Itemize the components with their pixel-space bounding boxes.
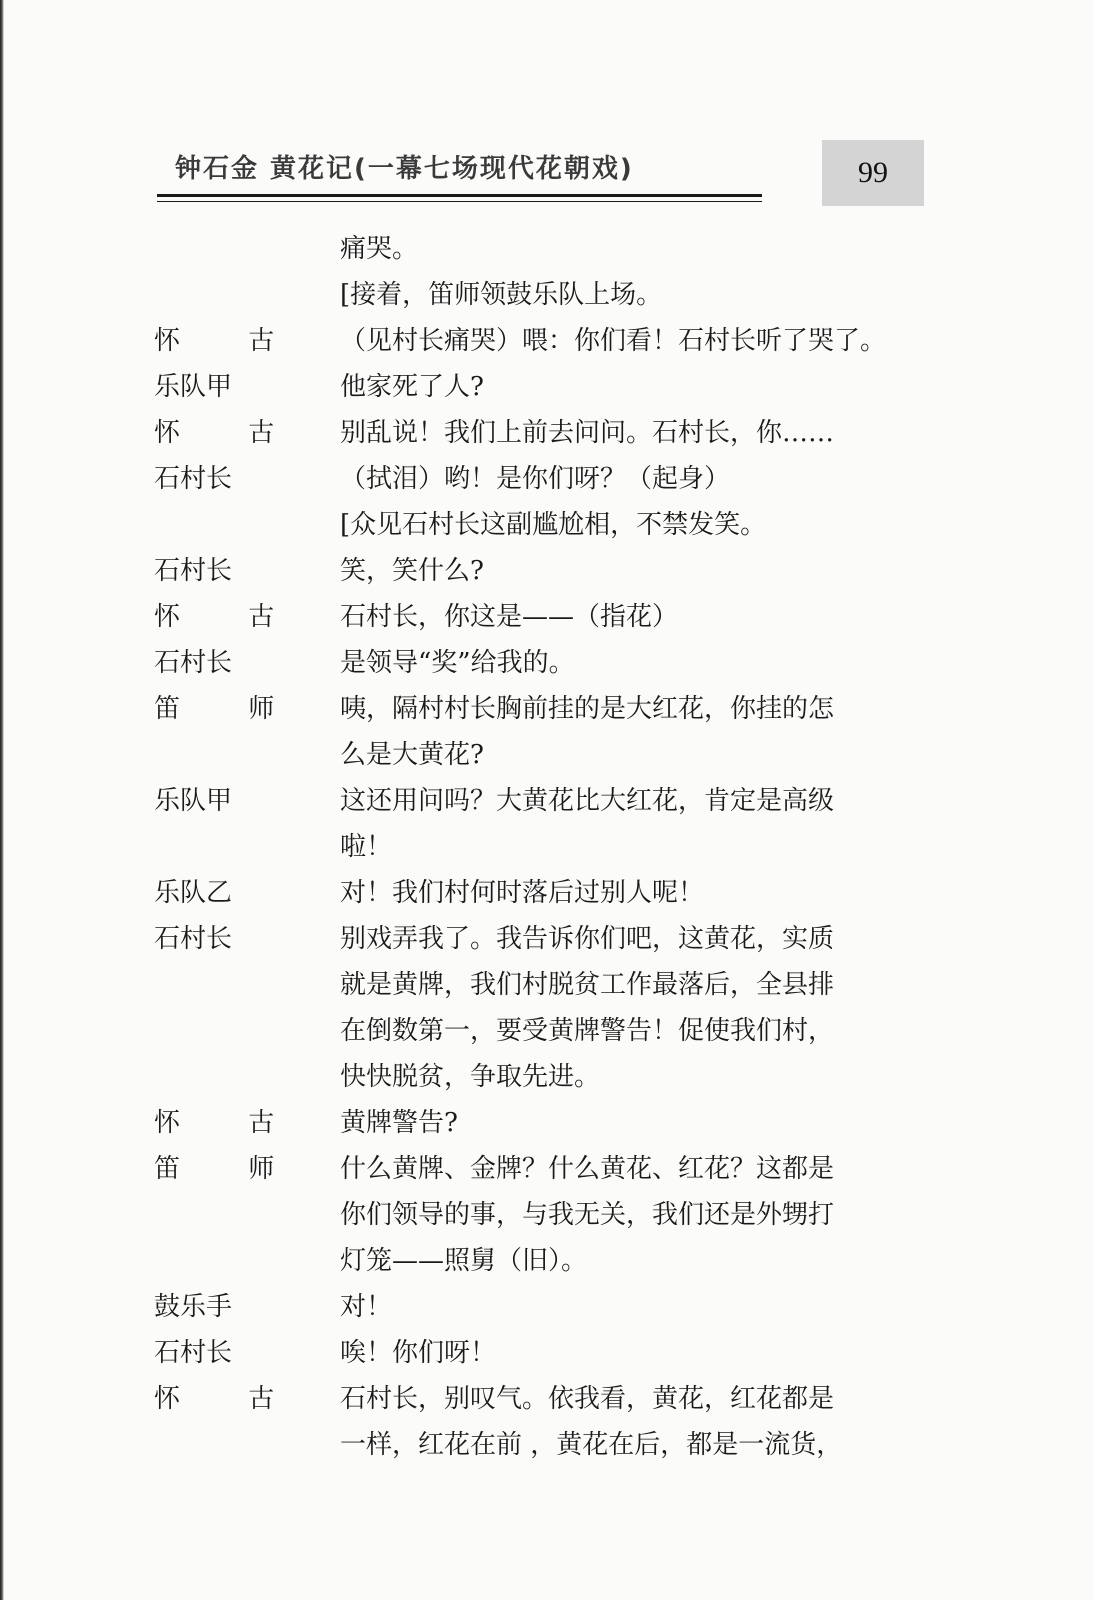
- script-line: [150, 548, 920, 594]
- script-line: [150, 272, 920, 318]
- script-line: [150, 1422, 920, 1468]
- speaker-name: 乐队乙: [154, 878, 233, 908]
- page-number: 99: [858, 156, 888, 189]
- speaker-name: 石村长: [154, 556, 233, 586]
- dialogue-text: 你们领导的事，与我无关，我们还是外甥打: [340, 1200, 835, 1230]
- script-line: [150, 962, 920, 1008]
- script-line: [150, 226, 920, 272]
- dialogue-text: （见村长痛哭）喂：你们看！石村长听了哭了。: [340, 326, 887, 356]
- speaker-name: 笛 师: [154, 1154, 305, 1184]
- dialogue-text: 快快脱贫，争取先进。: [340, 1062, 601, 1092]
- speaker-name: 石村长: [154, 464, 233, 494]
- dialogue-text: 石村长，你这是——（指花）: [340, 602, 679, 632]
- speaker-name: 石村长: [154, 924, 233, 954]
- running-title: 钟石金 黄花记(一幕七场现代花朝戏): [175, 154, 634, 184]
- script-line: [150, 456, 920, 502]
- book-spine-edge: [0, 0, 4, 1600]
- speaker-name: 鼓乐手: [154, 1292, 233, 1322]
- header-rule-thin: [157, 201, 762, 202]
- script-line: [150, 1054, 920, 1100]
- script-line: [150, 1008, 920, 1054]
- dialogue-text: 对！我们村何时落后过别人呢！: [340, 878, 705, 908]
- dialogue-text: 他家死了人?: [340, 372, 484, 402]
- speaker-name: 乐队甲: [154, 786, 233, 816]
- page-number-box: [822, 140, 924, 206]
- dialogue-text: [众见石村长这副尴尬相，不禁发笑。: [340, 510, 767, 540]
- speaker-name: 石村长: [154, 648, 233, 678]
- script-line: [150, 1146, 920, 1192]
- speaker-name: 怀 古: [154, 418, 305, 448]
- dialogue-text: 痛哭。: [340, 234, 419, 264]
- script-line: [150, 1238, 920, 1284]
- dialogue-text: 在倒数第一，要受黄牌警告！促使我们村，: [340, 1016, 835, 1046]
- dialogue-text: 笑，笑什么?: [340, 556, 484, 586]
- dialogue-text: 这还用问吗？大黄花比大红花，肯定是高级: [340, 786, 835, 816]
- speaker-name: 乐队甲: [154, 372, 233, 402]
- script-line: [150, 1330, 920, 1376]
- dialogue-text: 石村长，别叹气。依我看，黄花，红花都是: [340, 1384, 835, 1414]
- script-line: [150, 778, 920, 824]
- dialogue-text: 就是黄牌，我们村脱贫工作最落后，全县排: [340, 970, 835, 1000]
- dialogue-text: （拭泪）哟！是你们呀？（起身）: [340, 464, 731, 494]
- dialogue-text: 黄牌警告?: [340, 1108, 458, 1138]
- speaker-name: 石村长: [154, 1338, 233, 1368]
- script-line: [150, 1376, 920, 1422]
- speaker-name: 怀 古: [154, 326, 305, 356]
- script-line: [150, 410, 920, 456]
- speaker-name: 怀 古: [154, 1384, 305, 1414]
- script-line: [150, 594, 920, 640]
- script-line: [150, 1192, 920, 1238]
- script-line: [150, 364, 920, 410]
- script-line: [150, 686, 920, 732]
- dialogue-text: 啦！: [340, 832, 393, 862]
- dialogue-text: 是领导“奖”给我的。: [340, 648, 575, 678]
- speaker-name: 怀 古: [154, 602, 305, 632]
- dialogue-text: 别乱说！我们上前去问问。石村长，你……: [340, 418, 835, 448]
- dialogue-text: 灯笼——照舅（旧）。: [340, 1246, 588, 1276]
- dialogue-text: 么是大黄花?: [340, 740, 484, 770]
- dialogue-text: 唉！你们呀！: [340, 1338, 497, 1368]
- script-line: [150, 732, 920, 778]
- speaker-name: 怀 古: [154, 1108, 305, 1138]
- script-line: [150, 502, 920, 548]
- script-body: [150, 226, 920, 1468]
- dialogue-text: 别戏弄我了。我告诉你们吧，这黄花，实质: [340, 924, 835, 954]
- dialogue-text: 咦，隔村村长胸前挂的是大红花，你挂的怎: [340, 694, 835, 724]
- dialogue-text: 对！: [340, 1292, 393, 1322]
- speaker-name: 笛 师: [154, 694, 305, 724]
- script-line: [150, 640, 920, 686]
- dialogue-text: [接着，笛师领鼓乐队上场。: [340, 280, 663, 310]
- script-line: [150, 870, 920, 916]
- script-line: [150, 1284, 920, 1330]
- dialogue-text: 什么黄牌、金牌？什么黄花、红花？这都是: [340, 1154, 835, 1184]
- script-line: [150, 318, 920, 364]
- script-line: [150, 1100, 920, 1146]
- script-line: [150, 824, 920, 870]
- page-header: [157, 138, 925, 212]
- dialogue-text: 一样，红花在前 ，黄花在后，都是一流货，: [340, 1430, 843, 1460]
- script-line: [150, 916, 920, 962]
- header-rule-thick: [157, 194, 762, 197]
